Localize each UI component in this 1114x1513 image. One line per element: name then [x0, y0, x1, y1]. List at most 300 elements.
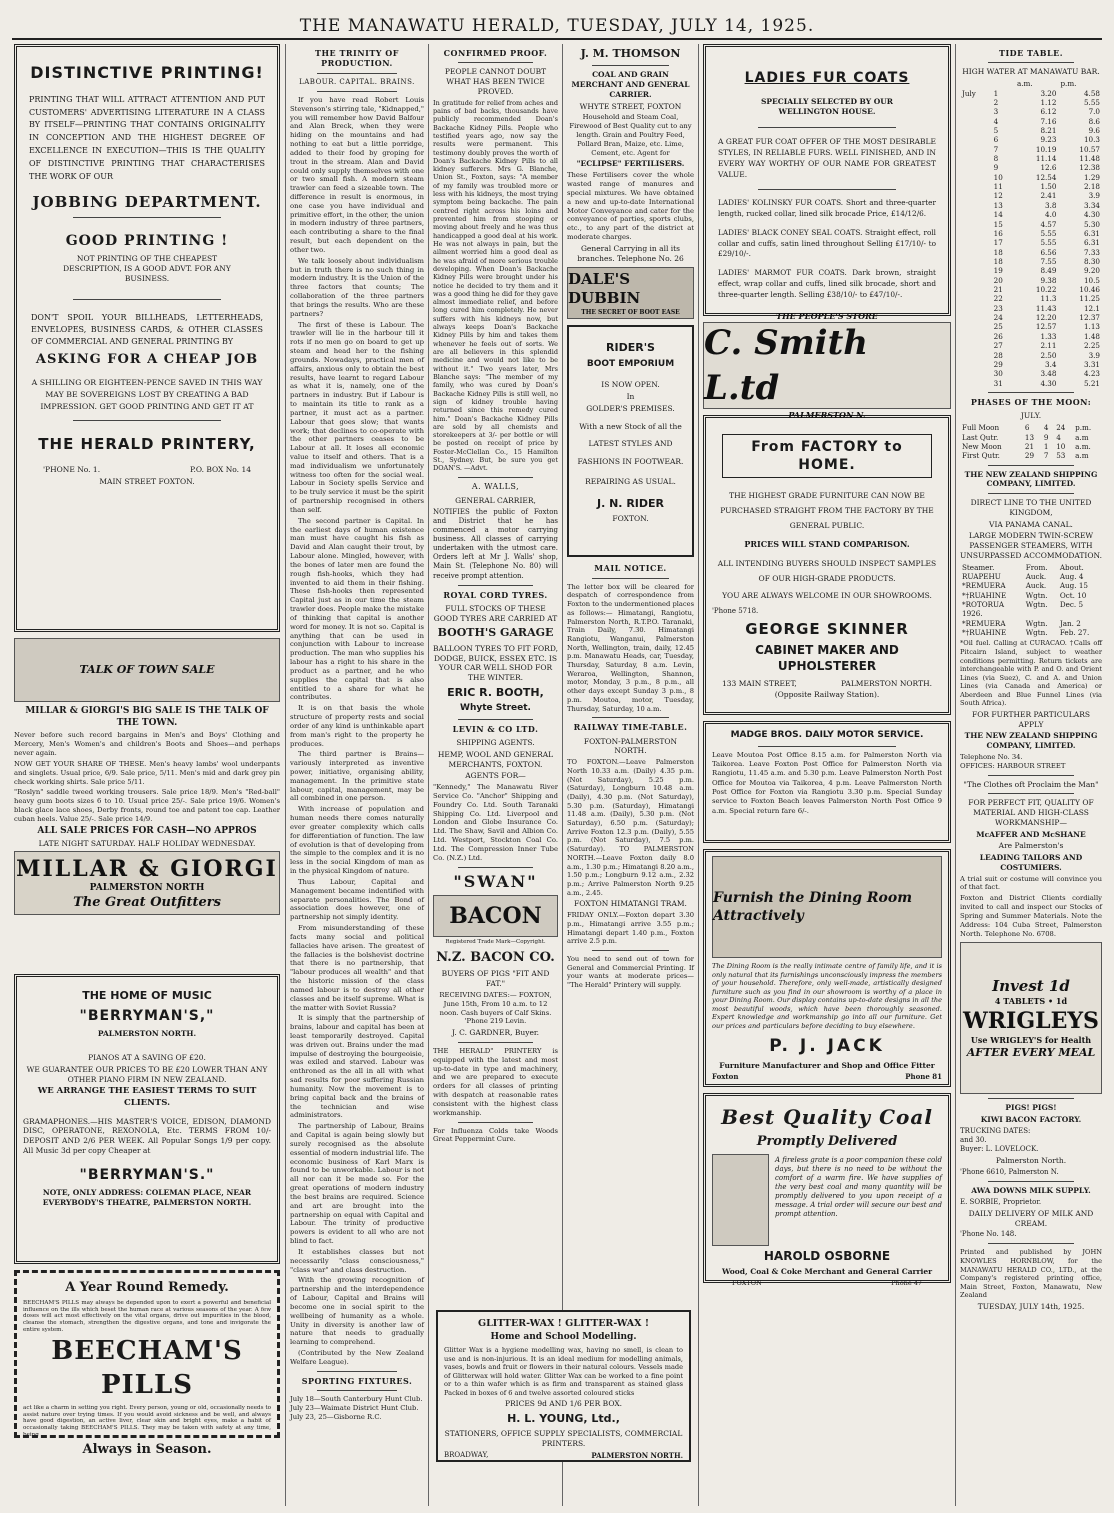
- doans-advert-body: In gratitude for relief from aches and pains of bad backs, thousands have publicly recommended Doan's Backache Kidney Pills. People who testified years ago, now say the results were permanent. This testimony doubly proves the worth of Doan's Backache Kidney Pills to all kidney sufferers. Mrs G. Blanche, Union St., Foxton, says: "A member of my family was troubled more or less with his kidneys, the most trying symptom being backache. The pain centred right across his loins and prevented him from stooping or moving about freely and he was thus handicapped a good deal at his work. He was not always in pain, but the ailment worried him a good deal as he was afraid of more serious trouble developing. When Doan's Backache Kidney Pills were brought under his notice he decided to try them and it was a good thing he did for they gave almost immediate relief, and before long cured him completely. He never suffers with his kidneys now, but always keeps Doan's Backache Kidney Pills by him and takes them whenever he feels out of sorts. We are all believers in this splendid medicine and would not like to be without it." Two years later, Mrs Blanche says: "The member of my family, who was cured by Doan's Backache Kidney Pills is still well, no sign of kidney trouble having returned since this remedy cured him." Doan's Backache Kidney Pills are sold by all chemists and storekeepers at 3/- per bottle or will be posted on receipt of price by Foster-McClellan Co., 15 Hamilton St., Sydney. But, be sure you get DOAN'S. —Advt.: [433, 98, 558, 473]
- coal-carrier-illustration: [712, 1154, 769, 1246]
- tide-month-cell: [960, 304, 992, 313]
- steamers-column-header: From.: [1025, 562, 1048, 572]
- tide-row: [960, 351, 1102, 360]
- dales-dubbin-logo: [567, 267, 694, 319]
- railway-timetable-body: TO FOXTON.—Leave Palmerston North 10.33 a.m. (Daily) 4.35 p.m. (Not Saturday), 5.25 p.m. (Saturday), Longburn 10.48 a.m. (Daily), 4.30 p.m. (Not Saturday), 5.30 p.m. (Saturday), Himatangi 11.48 a.m. (Daily), 5.30 p.m. (Not Saturday), 6.50 p.m. (Saturday); Arrive Foxton 12.3 p.m. (Daily), 5.55 p.m. (Not Saturday), 7.5 p.m. (Saturday). TO PALMERSTON NORTH.—Leave Foxton daily 8.0 a.m., 1.30 p.m.; Himatangi 8.20 a.m., 1.50 p.m.; Longburn 9.12 a.m., 2.32 p.m.; Arrive Palmerston North 9.25 a.m., 2.45.: [567, 758, 694, 897]
- ad-text: OFFICES: HARBOUR STREET: [960, 761, 1066, 770]
- tide-cell: 11: [993, 182, 1003, 192]
- article-paragraph: With increase of population and human needs there comes naturally ever greater complexity which calls for differentiation of function. The law of evolution is that of developing from the simple to the complex and it is no less in the social Kingdom of man as in the physical Kingdom of nature.: [290, 805, 424, 876]
- moon-cell: Full Moon: [962, 423, 1000, 433]
- article-paragraph: The partnership of Labour, Brains and Capital is again being slowly but surely recognised as the absolute essential of modern industrial life. The economic business of Karl Marx is found to be unworkable. Labour is not all nor can it be made so. For the great operations of modern industry the best brains are required. Science and art are brought into the partnership on equal with Capital and Labour. The trinity of productive powers is evident to all who are not blind to fact.: [290, 1122, 424, 1246]
- beechams-logo: BEECHAM'S PILLS: [51, 1336, 243, 1401]
- ad-body: The Dining Room is the really intimate centre of family life, and it is only natural that its furnishings unconsciously impress the members of your household. Therefore, only well-made, artistically designed furniture such as you find in our showroom is worthy of a place in your Dining Room. Our display contains up-to-date designs in all the most beautiful woods, which have been thoroughly seasoned. Expert knowledge and workmanship go into all our furniture. Get our prices and particulars before deciding to buy elsewhere.: [712, 962, 942, 1030]
- tide-row: [960, 210, 1102, 219]
- tide-cell: 1.12: [1040, 97, 1057, 107]
- tide-cell: 10.19: [1035, 144, 1057, 154]
- wrigleys-ad: [960, 942, 1102, 1094]
- tide-cell: 4: [993, 116, 999, 126]
- tide-month-cell: [960, 163, 992, 172]
- moon-cell: 6: [1024, 423, 1030, 433]
- section-subtitle: GENERAL CARRIER,: [455, 496, 536, 506]
- tide-cell: 26: [993, 331, 1003, 341]
- tide-row: [960, 360, 1102, 369]
- ad-text: WE GUARANTEE OUR PRICES TO BE £20 LOWER THAN ANY OTHER PIANO FIRM IN NEW ZEALAND.: [26, 1064, 268, 1084]
- ad-text: 133 MAIN STREET,: [722, 678, 797, 688]
- section-title: TIDE TABLE.: [998, 48, 1063, 58]
- tide-month-cell: [960, 266, 992, 275]
- ad-text: FULL STOCKS OF THESE GOOD TYRES ARE CARRIED AT: [433, 603, 558, 623]
- steamer-cell: [1058, 609, 1102, 618]
- tide-cell: 9.23: [1040, 135, 1057, 145]
- tide-row: [960, 191, 1102, 200]
- tide-cell: 12.37: [1079, 313, 1100, 323]
- tide-cell: 15: [993, 219, 1003, 229]
- steamers-table: [960, 563, 1102, 638]
- article-paragraph: It is simply that the partnership of brains, labour and capital has been at least temporarily destroyed. Capital was driven out. Brains under the mad impulse of destroying the bourgeoisie, was exiled and starved. Labour was enthroned as the all in all with what sad results for poor suffering Russian humanity. Now the movement is to bring capital back and the brains of the technician and wise administrators.: [290, 1014, 424, 1120]
- tide-cell: 5.55: [1040, 228, 1057, 238]
- tide-row: [960, 276, 1102, 285]
- tide-column-header: p.m.: [1060, 79, 1077, 89]
- divider: [988, 1181, 1073, 1182]
- ad-body: act like a charm in setting you right. Every person, young or old, occasionally needs to assist nature over trying times. If you would avoid sickness and be well, and always have good digestion, an active liver, clear skin and bright eyes, make a habit of occasionally taking BEECHAM'S PILLS. They may be taken with safety at any time, being: [23, 1405, 271, 1438]
- influenza-notice: For Influenza Colds take Woods Great Peppermint Cure.: [433, 1126, 558, 1144]
- tide-cell: 1.33: [1040, 331, 1057, 341]
- ad-heading: KIWI BACON FACTORY.: [980, 1115, 1082, 1125]
- tide-cell: 10: [993, 172, 1003, 182]
- ad-heading: AFTER EVERY MEAL: [966, 1045, 1096, 1059]
- ad-title: RIDER'S: [606, 341, 655, 355]
- section-subtitle: HIGH WATER AT MANAWATU BAR.: [962, 67, 1100, 77]
- tide-month-cell: [960, 238, 992, 247]
- section-title: AWA DOWNS MILK SUPPLY.: [971, 1186, 1091, 1196]
- dining-room-ad: [703, 849, 951, 1087]
- ad-text: SHIPPING AGENTS.: [456, 738, 535, 748]
- steamer-cell: [1024, 609, 1058, 618]
- ad-body: ALL INTENDING BUYERS SHOULD INSPECT SAMPLES OF OUR HIGH-GRADE PRODUCTS.: [717, 558, 937, 583]
- ad-text: STATIONERS, OFFICE SUPPLY SPECIALISTS, COMMERCIAL PRINTERS.: [444, 1429, 683, 1449]
- tide-month-cell: [960, 107, 992, 116]
- article-paragraph: Thus Labour, Capital and Management became indentified with separate personalities. The Bond of association does however, one of partnership not simply identity.: [290, 877, 424, 922]
- tide-cell: 10.22: [1035, 285, 1057, 295]
- ad-text: E. SORBIE, Proprietor.: [960, 1197, 1042, 1206]
- article-paragraph: (Contributed by the New Zealand Welfare League).: [290, 1348, 424, 1366]
- moon-cell: 53: [1056, 451, 1066, 461]
- ad-contact-row: [712, 1072, 942, 1081]
- ad-body: A trial suit or costume will convince you of that fact.: [960, 874, 1102, 892]
- tide-cell: 12.38: [1079, 163, 1100, 173]
- tide-cell: 1.13: [1083, 322, 1100, 332]
- tide-cell: 7.55: [1040, 256, 1057, 266]
- article-subtitle: LABOUR. CAPITAL. BRAINS.: [299, 77, 415, 86]
- ad-text: FASHIONS IN FOOTWEAR.: [577, 457, 684, 467]
- ad-text: FOR PERFECT FIT, QUALITY OF MATERIAL AND HIGH-CLASS WORKMANSHIP—: [968, 798, 1094, 827]
- osborne-coal-ad: [703, 1093, 951, 1288]
- ad-text: Registered Trade Mark—Copyright.: [445, 939, 546, 946]
- sport-fixture-item: July 23, 25—Gisborne R.C.: [290, 1412, 382, 1421]
- tide-cell: 1.29: [1083, 172, 1100, 182]
- masthead-rule: [12, 38, 1102, 40]
- tide-cell: 5: [993, 125, 999, 135]
- ad-heading: P. J. JACK: [769, 1035, 885, 1056]
- divider: [988, 62, 1073, 63]
- ad-text: BUYERS OF PIGS "FIT AND FAT.": [441, 969, 550, 989]
- steamer-cell: Aug. 4: [1059, 571, 1084, 581]
- tide-cell: 11.25: [1079, 294, 1100, 304]
- ad-title: From FACTORY to HOME.: [722, 434, 932, 478]
- tide-cell: 11.3: [1040, 294, 1057, 304]
- steamer-cell: *REMUERA: [962, 618, 1006, 628]
- printing-notice: You need to send out of town for General and Commercial Printing. If your wants at moderate prices— "The Herald" Printery will supply.: [567, 954, 694, 990]
- divider: [758, 189, 896, 190]
- tide-cell: 2.50: [1040, 350, 1057, 360]
- steamer-cell: Jan. 2: [1059, 618, 1081, 628]
- ad-body: Household and Steam Coal, Firewood of Best Quality cut to any length. Grain and Poultry Feed, Pollard Bran, Maize, etc. Lime, Cement, etc. Agent for: [569, 113, 692, 157]
- tide-month-cell: [960, 126, 992, 135]
- tide-column-header: [960, 79, 992, 88]
- divider: [458, 1042, 533, 1043]
- ad-title: A Year Round Remedy.: [65, 1280, 229, 1295]
- divider: [758, 746, 896, 747]
- tide-month-cell: July: [962, 88, 976, 98]
- steamer-row: [960, 572, 1102, 581]
- ad-text: WHYTE STREET, FOXTON: [579, 101, 682, 111]
- moon-cell: 9: [1043, 432, 1049, 442]
- ad-text: 4 TABLETS • 1d: [994, 996, 1068, 1007]
- tide-month-cell: [960, 182, 992, 191]
- tide-cell: 17: [993, 238, 1003, 248]
- tide-cell: 10.46: [1079, 285, 1100, 295]
- ad-heading: "SWAN": [453, 871, 538, 891]
- ad-text: Furniture Manufacturer and Shop and Office Fitter: [719, 1060, 935, 1070]
- steamer-cell: RUAPEHU: [962, 571, 1001, 581]
- ad-text: ALL SALE PRICES FOR CASH—NO APPROS: [37, 825, 257, 836]
- divider: [458, 1122, 533, 1123]
- article-paragraph: The second partner is Capital. In the earliest days of human existence man must have caught his fish as David and Alan caught their trout, by Labour alone. Mingled, however, with the bones of later men are found the rough fish-hooks, which they had invented to aid them in their fishing. These fish-hooks then represented Capital just as in our time the steam trawler does. People make the mistake of thinking that capital is another word for money. It is not so. Capital is anything that can be used in conjunction with Labour to increase production. The man who supplies his labour has a right to his share in the product as a partner, and he who supplies the capital that is also entitled to a share for what he contributes.: [290, 516, 424, 702]
- tide-row: [960, 117, 1102, 126]
- ad-text: PRICES WILL STAND COMPARISON.: [744, 539, 910, 550]
- steamer-cell: Wgtn.: [1025, 590, 1048, 600]
- ad-text: Whyte Street.: [460, 703, 531, 714]
- ad-text: IS NOW OPEN.: [601, 380, 660, 390]
- tide-row: [960, 220, 1102, 229]
- tide-month-cell: [960, 154, 992, 163]
- divider: [988, 392, 1073, 393]
- tide-cell: 4.23: [1083, 369, 1100, 379]
- steamer-row: [960, 619, 1102, 628]
- divider: [592, 950, 668, 951]
- steamer-cell: Auck.: [1025, 571, 1047, 581]
- ad-contact-row: [732, 1279, 922, 1287]
- tide-cell: 18: [993, 256, 1003, 266]
- steamer-cell: *†RUAHINE: [962, 590, 1007, 600]
- ad-text: NOT PRINTING OF THE CHEAPEST DESCRIPTION, IS A GOOD ADVT. FOR ANY BUSINESS.: [63, 254, 231, 283]
- tide-cell: 3.4: [1045, 359, 1057, 369]
- tide-cell: 20: [993, 275, 1003, 285]
- tide-row: [960, 304, 1102, 313]
- logo-text: PALMERSTON NORTH: [89, 883, 205, 894]
- tide-cell: 31: [993, 378, 1003, 388]
- distinctive-printing-ad: [14, 44, 280, 632]
- tide-cell: 18: [993, 247, 1003, 257]
- ad-text: PIANOS AT A SAVING OF £20.: [88, 1053, 206, 1063]
- tide-month-cell: [960, 332, 992, 341]
- logo-text: THE PEOPLE'S STORE: [776, 310, 878, 321]
- ad-phone: 'Phone 6610, Palmerston N.: [960, 1167, 1059, 1176]
- tide-row: [960, 332, 1102, 341]
- moon-row: [960, 433, 1102, 442]
- ad-body: Never before such record bargains in Men's and Boys' Clothing and Mercery, Men's Women's and children's Boots and Shoes—and perhaps never again.: [14, 731, 280, 758]
- ad-heading: THE HERALD PRINTERY,: [38, 435, 256, 454]
- tide-cell: 5.55: [1083, 97, 1100, 107]
- divider: [988, 775, 1073, 776]
- ad-text: Telephone No. 34.: [960, 752, 1023, 761]
- ad-body: "Kennedy," The Manawatu River Service Co. "Anchor" Shipping and Foundry Co. Ltd. South Taranaki Shipping Co. Ltd. Liverpool and London and Globe Insurance Co. Ltd. The Shaw, Savil and Albion Co. Ltd. Westport, Stockton Coal Co. Ltd. The Compression Inner Tube Co. (N.Z.) Ltd.: [433, 783, 558, 862]
- tide-row: [960, 266, 1102, 275]
- steamer-cell: *†RUAHINE: [962, 628, 1007, 638]
- glitter-wax-ad: [436, 1310, 691, 1462]
- steamer-row: [960, 609, 1102, 618]
- tide-month-cell: [960, 351, 992, 360]
- ad-body: These Fertilisers cover the whole wasted range of manures and special mixtures. We have obtained a new and up-to-date International Motor Conveyance and cater for the conveyance of parties, sports clubs, etc., to any part of the district at moderate charges.: [567, 171, 694, 241]
- tide-table: [960, 79, 1102, 388]
- article-paragraph: It is on that basis the whole structure of property rests and social order of any kind is unthinkable apart from man's right to the property he produces.: [290, 704, 424, 748]
- smith-ltd-logo: [703, 310, 951, 420]
- tide-cell: 30: [993, 369, 1003, 379]
- divider: [458, 62, 533, 63]
- ad-body: A GREAT FUR COAT OFFER OF THE MOST DESIRABLE STYLES, IN RELIABLE FURS. WELL FINISHED, AND IN EVERY WAY WORTHY OF OUR NAME FOR GREATEST VALUE.: [718, 136, 936, 180]
- tide-cell: 3.20: [1040, 88, 1057, 98]
- tide-row: [960, 285, 1102, 294]
- moon-cell: a.m: [1075, 451, 1089, 461]
- moon-body: [960, 423, 1102, 460]
- section-title: LEVIN & CO LTD.: [452, 723, 539, 734]
- article-paragraph: It establishes classes but not necessarily "class consciousness," "class war" and class destruction.: [290, 1247, 424, 1274]
- moon-cell: 10: [1056, 441, 1066, 451]
- ad-text: DIRECT LINE TO THE UNITED KINGDOM,: [970, 498, 1092, 517]
- millar-giorgi-logo: [14, 851, 280, 915]
- logo-text: THE SECRET OF BOOT EASE: [581, 308, 680, 316]
- tide-month-cell: [960, 201, 992, 210]
- divider: [988, 465, 1073, 466]
- moon-row: [960, 451, 1102, 460]
- tide-row: [960, 248, 1102, 257]
- ad-heading: Always in Season.: [82, 1441, 212, 1457]
- moon-cell: New Moon: [962, 441, 1002, 451]
- divider: [988, 493, 1073, 494]
- tide-cell: 12.54: [1035, 172, 1057, 182]
- ad-text: DAILY DELIVERY OF MILK AND CREAM.: [968, 1208, 1094, 1228]
- ad-text: FOR FURTHER PARTICULARS APPLY: [972, 709, 1090, 729]
- section-title: PHASES OF THE MOON:: [970, 397, 1092, 407]
- tide-cell: 21: [993, 285, 1003, 295]
- tide-cell: 8.6: [1088, 116, 1100, 126]
- tide-month-cell: [960, 145, 992, 154]
- ad-phone: Phone 47: [891, 1279, 922, 1288]
- tide-cell: 5.55: [1040, 238, 1057, 248]
- steamer-row: [960, 581, 1102, 590]
- tide-cell: 8.49: [1040, 266, 1057, 276]
- article-paragraph: From misunderstanding of these facts many social and political fallacies have arisen. The greatest of the fallacies is the bolshevist doctrine that there is no partnership, that "labour produces all wealth" and that the historic mission of the class named labour is to destroy all other classes and be itself supreme. What is the matter with Soviet Russia?: [290, 924, 424, 1012]
- ad-text: HEMP, WOOL AND GENERAL MERCHANTS, FOXTON.: [437, 749, 554, 769]
- tide-row: [960, 257, 1102, 266]
- ad-text: J. C. GARDNER, Buyer.: [451, 1028, 540, 1038]
- ad-body: Foxton and District Clients cordially invited to call and inspect our Stocks of Spring and Summer Materials. Note the Address: 104 Cuba Street, Palmerston North. Telephone No. 6708.: [960, 894, 1102, 938]
- ad-body: "Roslyn" saddle tweed working trousers. Sale price 18/9. Men's "Red-ball" heavy gum boots sizes 6 to 10. Usual price 25/-. Sale price 19/6. Women's black glace lace shoes, Derby fronts, round toe and patent toe cap. Leather cuban heels. Value 25/-. Sale price 14/9.: [14, 788, 280, 823]
- millar-giorgi-ad: [14, 638, 280, 968]
- ad-phone: Phone 81: [905, 1072, 942, 1082]
- ad-text: FOXTON.: [612, 513, 649, 523]
- tide-cell: 6: [993, 135, 999, 145]
- steamer-cell: 1926.: [962, 609, 983, 619]
- tide-month-cell: [960, 229, 992, 238]
- divider: [592, 717, 668, 718]
- tide-cell: 2: [993, 97, 999, 107]
- section-title: PIGS! PIGS!: [1005, 1103, 1057, 1113]
- ad-contact-row: [43, 465, 251, 475]
- masthead-title: THE MANAWATU HERALD, TUESDAY, JULY 14, 1925.: [299, 16, 815, 36]
- column-2: [290, 44, 424, 1506]
- ad-body: YOU ARE ALWAYS WELCOME IN OUR SHOWROOMS.: [722, 590, 932, 600]
- ad-text: Buyer: L. LOVELOCK.: [960, 1145, 1039, 1154]
- moon-cell: First Qutr.: [962, 451, 1000, 461]
- divider: [988, 1098, 1073, 1099]
- steamer-row: [960, 600, 1102, 609]
- tide-cell: 9.38: [1040, 275, 1057, 285]
- steamer-cell: Dec. 5: [1059, 600, 1084, 610]
- ad-text: Are Palmerston's: [998, 841, 1064, 851]
- tide-month-cell: [960, 257, 992, 266]
- tide-cell: 2.25: [1083, 341, 1100, 351]
- tide-row: [960, 182, 1102, 191]
- tide-month-cell: [960, 322, 992, 331]
- moon-cell: 7: [1043, 451, 1049, 461]
- divider: [317, 91, 397, 92]
- tide-row: [960, 173, 1102, 182]
- tide-row: [960, 369, 1102, 378]
- ad-text: Wood, Coal & Coke Merchant and General Carrier: [721, 1267, 933, 1277]
- ad-text: BROADWAY,: [444, 1450, 489, 1459]
- tide-cell: 12.6: [1040, 163, 1057, 173]
- tide-cell: 8.21: [1040, 125, 1057, 135]
- tide-cell: 3.9: [1088, 350, 1100, 360]
- sport-fixture-item: July 23—Waimate District Hunt Club.: [290, 1403, 419, 1412]
- tide-cell: 8: [993, 154, 999, 164]
- tide-month-cell: [960, 369, 992, 378]
- tide-cell: 5.30: [1083, 219, 1100, 229]
- imprint-date: TUESDAY, JULY 14th, 1925.: [977, 1301, 1085, 1311]
- column-divider: [428, 44, 429, 1506]
- tide-cell: 3.34: [1083, 200, 1100, 210]
- tide-cell: 10.5: [1083, 275, 1100, 285]
- ad-text: Foxton: [712, 1072, 739, 1082]
- steamer-cell: *REMUERA: [962, 581, 1006, 591]
- tide-row: [960, 154, 1102, 163]
- madge-bros-ad: [703, 721, 951, 843]
- moon-cell: 21: [1024, 441, 1035, 451]
- tide-cell: 7.16: [1040, 116, 1057, 126]
- tide-cell: 14: [993, 210, 1003, 220]
- tide-row: [960, 229, 1102, 238]
- tide-row: [960, 89, 1102, 98]
- riders-boot-ad: [567, 325, 694, 557]
- herald-printery-notice: THE HERALD" PRINTERY is equipped with the latest and most up-to-date in type and machinery, and we are prepared to execute orders for all classes of printing with despatch at reasonable rates consistent with the highest class workmanship.: [433, 1047, 558, 1117]
- moon-cell: 4: [1056, 432, 1061, 442]
- logo-text: DALE'S DUBBIN: [568, 269, 641, 308]
- ad-heading: J. N. RIDER: [597, 496, 664, 510]
- mail-notice-body: The letter box will be cleared for despatch of correspondence from Foxton to the undermentioned places as follows:— Himatangi, Rangiotu, Palmerston North, R.T.P.O. Taranaki, Train Daily, 7.30. Himatangi Rangiotu, Wanganui, Palmerston North, Wellington, train, daily, 12.45 p.m. Manawatu Heads, car, Tuesday, Thursday, Saturday, 8 a.m. Levin, Weraroa, Wellington, Shannon, motor, Monday, 3 p.m., 8 p.m., all other days except Sunday 3 p.m., 8 p.m. Moutoa, motor, Tuesday, Thursday, Saturday, 10 a.m.: [567, 582, 694, 713]
- ad-text: A SHILLING OR EIGHTEEN-PENCE SAVED IN THIS WAY MAY BE SOVEREIGNS LOST BY CREATING A BAD IMPRESSION. GET GOOD PRINTING AND GET IT AT: [31, 378, 263, 411]
- tide-cell: 8.30: [1083, 256, 1100, 266]
- moon-cell: p.m.: [1075, 423, 1092, 433]
- article-title: THE TRINITY OF PRODUCTION.: [315, 48, 399, 69]
- divider: [317, 73, 397, 74]
- imprint: Printed and published by JOHN KNOWLES HORNBLOW, for the MANAWATU HERALD CO., LTD., at the Company's registered printing office, Main Street, Foxton, Manawatu, New Zealand: [960, 1248, 1102, 1300]
- ad-body: *Oil fuel. Calling at CURACAO. †Calls off Pitcairn Island, subject to weather conditions permitting. Return tickets are interchangeable with P. and O. and Orient Lines (via Suez), C. and A. and Union Lines (via Canada and America) or Aberdeen and Blue Funnel Lines (via South Africa).: [960, 639, 1102, 708]
- dining-room-illustration: Furnish the Dining Room Attractively: [712, 856, 942, 958]
- tide-row: [960, 98, 1102, 107]
- tide-cell: 7.0: [1088, 107, 1100, 117]
- steamers-header-row: [960, 563, 1102, 572]
- section-subtitle: FOXTON-PALMERSTON NORTH.: [583, 736, 678, 756]
- tide-cell: 1.48: [1083, 331, 1100, 341]
- ad-heading: GOOD PRINTING !: [65, 232, 229, 249]
- ad-heading: LEADING TAILORS AND COSTUMIERS.: [979, 853, 1083, 872]
- tide-month-cell: [960, 98, 992, 107]
- ad-title: Invest 1d: [992, 976, 1070, 995]
- ad-text: FOXTON: [732, 1279, 762, 1288]
- divider: [458, 585, 533, 586]
- sport-fixtures-list: [290, 1395, 424, 1421]
- tide-month-cell: [960, 135, 992, 144]
- tide-cell: 6.56: [1040, 247, 1057, 257]
- logo-text: PALMERSTON N.: [788, 409, 866, 420]
- steamers-body: [960, 572, 1102, 638]
- ad-body: PRINTING THAT WILL ATTRACT ATTENTION AND PUT CUSTOMERS' ADVERTISING LITERATURE IN A CLASS BY ITSELF—PRINTING THAT CONTAINS ORIGINALITY IN CONCEPTION AND THE HIGHEST DEGREE OF EXCELLENCE IN EXECUTION—THIS IS THE QUALITY OF DISTINCTIVE PRINTING THAT CHARACTERISES THE WORK OF OUR: [29, 94, 265, 181]
- tide-row: [960, 163, 1102, 172]
- ad-title: LADIES FUR COATS: [744, 70, 910, 86]
- tide-month-cell: [960, 210, 992, 219]
- moon-cell: 4: [1043, 423, 1049, 433]
- column-1: [14, 44, 280, 1506]
- divider: [592, 65, 668, 66]
- article-body: [290, 96, 424, 1367]
- ad-title: DISTINCTIVE PRINTING!: [30, 63, 264, 82]
- tide-cell: 2.11: [1040, 341, 1057, 351]
- ad-text: PALMERSTON NORTH.: [841, 678, 932, 688]
- walls-advert-body: NOTIFIES the public of Foxton and District that he has commenced a motor carrying business. All classes of carrying undertaken with the utmost care. Orders left at Mr J. Walls' shop, Main St. (Telephone No. 80) will receive prompt attention.: [433, 507, 558, 580]
- moon-phases-table: [960, 423, 1102, 460]
- tide-cell: 12.57: [1035, 322, 1057, 332]
- steamer-cell: Feb. 27.: [1059, 628, 1090, 638]
- tide-cell: 9: [993, 163, 999, 173]
- article-paragraph: The third partner is Brains—variously interpreted as inventive power, initiative, organising ability, management. In the primitive state labour, capital, management, may be all combined in one person.: [290, 750, 424, 803]
- ad-text: PALMERSTON NORTH.: [97, 1029, 197, 1039]
- ad-text: Palmerston North.: [995, 1156, 1067, 1166]
- tide-cell: 3.8: [1045, 200, 1057, 210]
- moon-row: [960, 442, 1102, 451]
- tide-month-cell: [960, 341, 992, 350]
- ad-heading: ASKING FOR A CHEAP JOB: [35, 352, 259, 368]
- ad-address: MAIN STREET FOXTON.: [99, 476, 195, 486]
- ad-text: THE NEW ZEALAND SHIPPING COMPANY, LIMITED.: [964, 731, 1098, 751]
- tide-row: [960, 238, 1102, 247]
- moon-cell: a.m.: [1075, 441, 1091, 451]
- ad-phone: 'Phone 5718.: [712, 606, 759, 615]
- tide-header-row: [960, 79, 1102, 88]
- tide-cell: 11.43: [1035, 303, 1057, 313]
- tide-cell: 11.48: [1079, 154, 1100, 164]
- divider: [458, 477, 533, 478]
